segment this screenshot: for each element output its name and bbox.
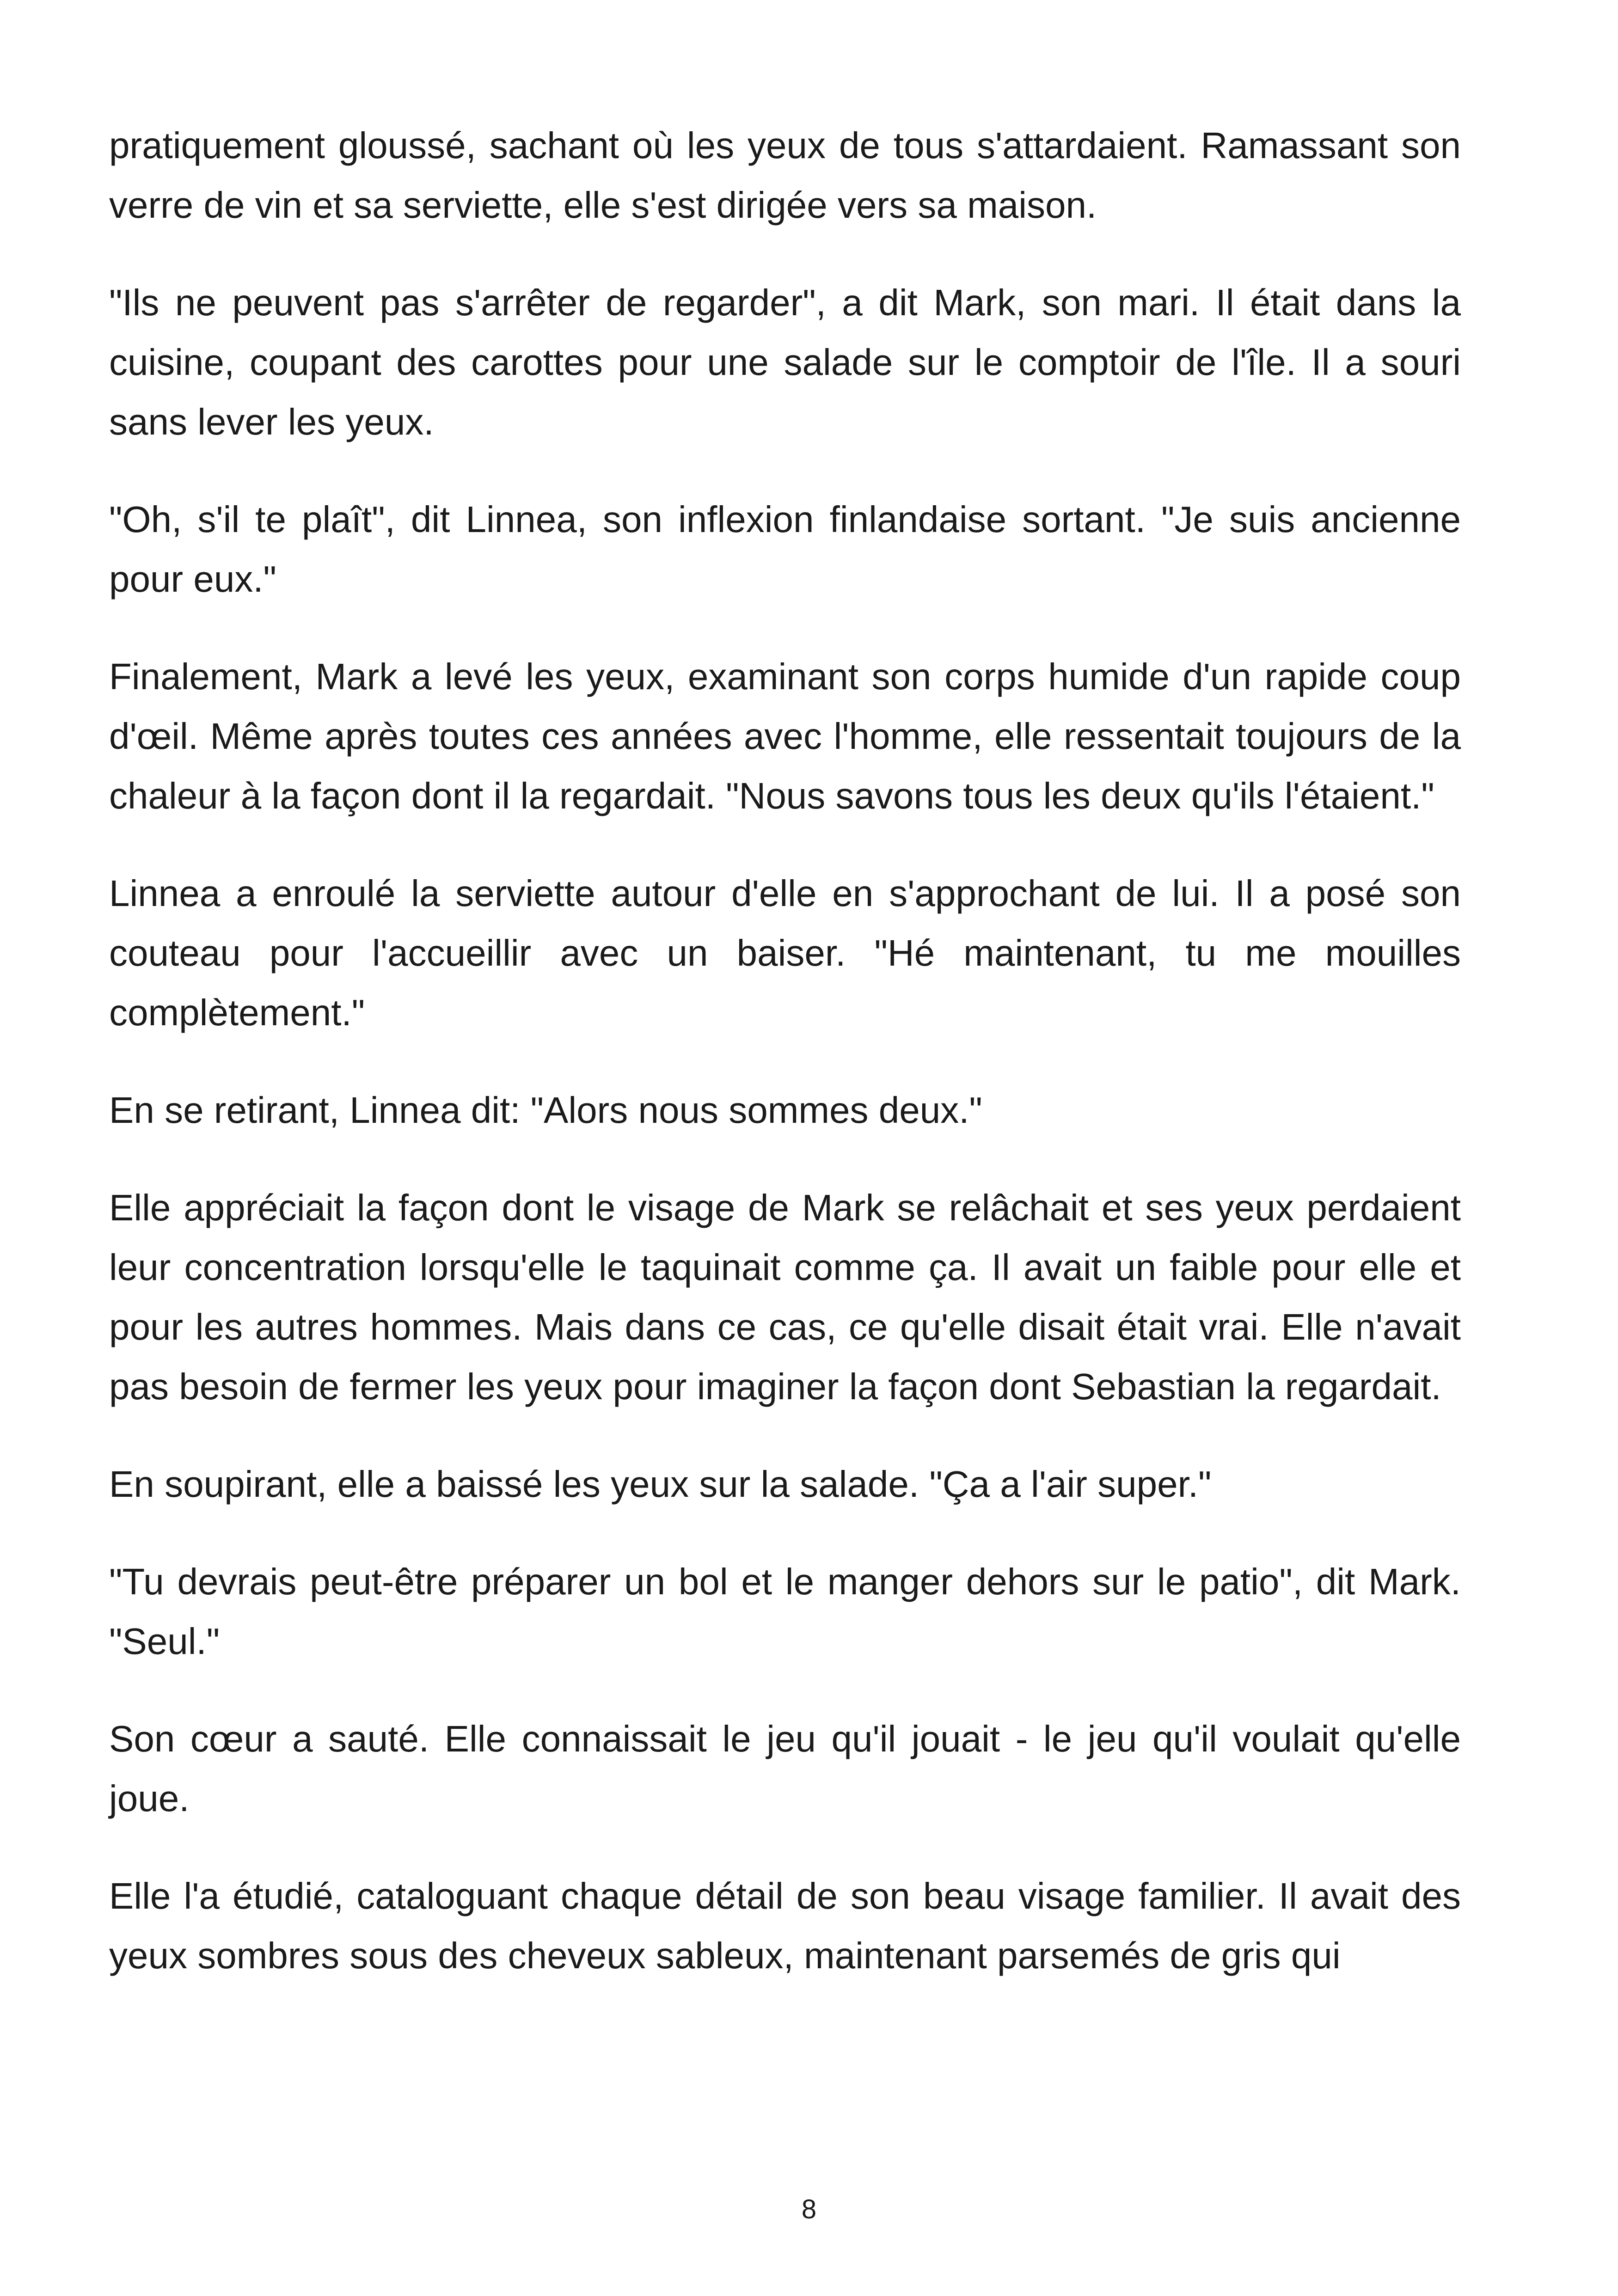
paragraph: En soupirant, elle a baissé les yeux sur la salade. "Ça a l'air super." bbox=[109, 1463, 1212, 1505]
paragraph: Linnea a enroulé la serviette autour d'elle en s'approchant de lui. Il a posé son couteau pour l'accueillir avec un baiser. "Hé maintenant, tu me mouilles complètement." bbox=[109, 873, 1461, 1033]
paragraph: Finalement, Mark a levé les yeux, examinant son corps humide d'un rapide coup d'œil. Même après toutes ces années avec l'homme, elle ressentait toujours de la chaleur à la façon dont il la regardait. "Nous savons tous les deux qu'ils l'étaient." bbox=[109, 656, 1461, 816]
paragraph: Elle appréciait la façon dont le visage de Mark se relâchait et ses yeux perdaient leur concentration lorsqu'elle le taquinait comme ça. Il avait un faible pour elle et pour les autres hommes. Mais dans ce cas, ce qu'elle disait était vrai. Elle n'avait pas besoin de fermer les yeux pour imaginer la façon dont Sebastian la regardait. bbox=[109, 1187, 1461, 1407]
document-body bbox=[109, 116, 1461, 2023]
paragraph: pratiquement gloussé, sachant où les yeux de tous s'attardaient. Ramassant son verre de vin et sa serviette, elle s'est dirigée vers sa maison. bbox=[109, 125, 1461, 226]
paragraph: Son cœur a sauté. Elle connaissait le jeu qu'il jouait - le jeu qu'il voulait qu'elle joue. bbox=[109, 1718, 1461, 1819]
paragraph: "Tu devrais peut-être préparer un bol et le manger dehors sur le patio", dit Mark. "Seul." bbox=[109, 1561, 1461, 1662]
paragraph: En se retirant, Linnea dit: "Alors nous sommes deux." bbox=[109, 1090, 982, 1131]
paragraph: "Oh, s'il te plaît", dit Linnea, son inflexion finlandaise sortant. "Je suis ancienne pour eux." bbox=[109, 499, 1461, 600]
page-number: 8 bbox=[801, 2194, 817, 2224]
paragraph: Elle l'a étudié, cataloguant chaque détail de son beau visage familier. Il avait des yeux sombres sous des cheveux sableux, maintenant parsemés de gris qui bbox=[109, 1875, 1461, 1976]
paragraph: "Ils ne peuvent pas s'arrêter de regarder", a dit Mark, son mari. Il était dans la cuisine, coupant des carottes pour une salade sur le comptoir de l'île. Il a souri sans lever les yeux. bbox=[109, 282, 1461, 442]
